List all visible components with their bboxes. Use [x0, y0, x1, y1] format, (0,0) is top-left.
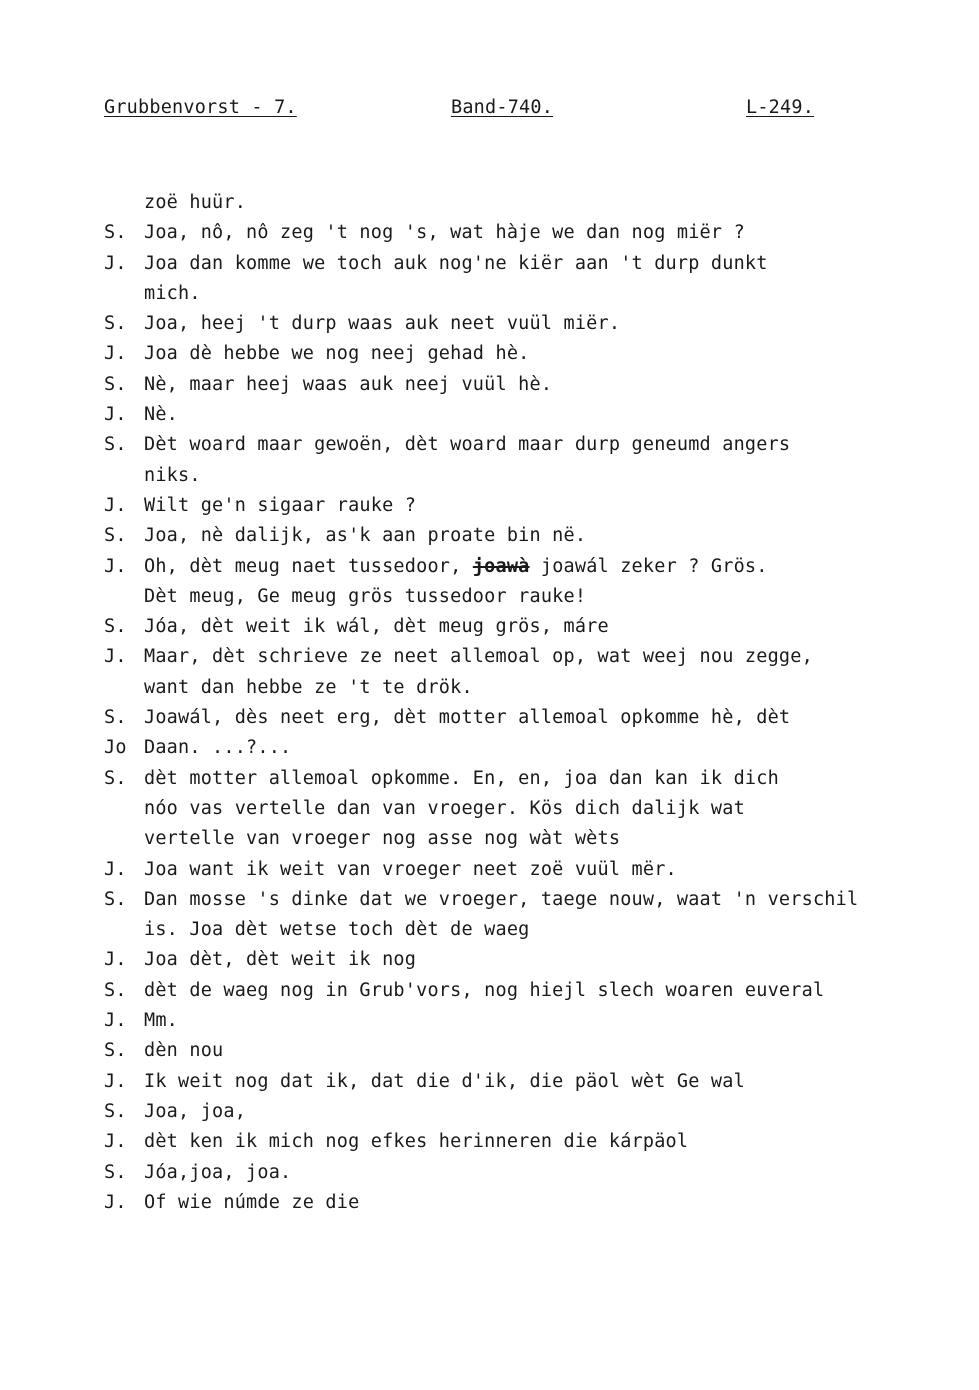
speaker-label: J.: [104, 555, 127, 577]
utterance-text: [144, 945, 416, 975]
utterance-text: [144, 764, 779, 794]
transcript-line: [104, 218, 964, 248]
speaker-label: Jo: [104, 737, 127, 759]
utterance-text-part: Mm.: [144, 1010, 179, 1032]
speaker-label: S.: [104, 222, 127, 244]
speaker-label: S.: [104, 888, 127, 910]
utterance-text: [144, 400, 178, 430]
transcript-line: [104, 461, 964, 491]
speaker-label: J.: [104, 949, 127, 971]
utterance-text: [144, 855, 677, 885]
header-tape: Band-740.: [451, 97, 554, 118]
utterance-text-part: Jóa, dèt weit ik wál, dèt meug grös, máre: [144, 616, 609, 638]
utterance-text-part: Of wie númde ze die: [144, 1191, 360, 1213]
speaker-label: S.: [104, 707, 127, 729]
utterance-text: [144, 552, 768, 582]
utterance-text-part: Dèt woard maar gewoën, dèt woard maar durp geneumd angers: [144, 434, 791, 456]
utterance-text: [144, 1188, 359, 1218]
speaker-label: S.: [104, 434, 127, 456]
speaker-label: J.: [104, 1070, 127, 1092]
speaker-label: S.: [104, 767, 127, 789]
transcript-line: [104, 521, 964, 551]
speaker-label: S.: [104, 525, 127, 547]
transcript-line: [104, 430, 964, 460]
utterance-text: [144, 824, 620, 854]
transcript-line: [104, 945, 964, 975]
transcript-line: [104, 885, 964, 915]
speaker-label: S.: [104, 313, 127, 335]
utterance-text: [144, 279, 201, 309]
utterance-text: [144, 521, 586, 551]
utterance-text-part: Maar, dèt schrieve ze neet allemoal op, wat weej nou zegge,: [144, 646, 813, 668]
utterance-text: [144, 1067, 745, 1097]
transcript-line: [104, 855, 964, 885]
speaker-label: J.: [104, 1191, 127, 1213]
utterance-text: [144, 612, 609, 642]
utterance-text-part: Jóa,joa, joa.: [144, 1161, 292, 1183]
speaker-label: S.: [104, 616, 127, 638]
utterance-text: [144, 339, 530, 369]
transcript-line: [104, 370, 964, 400]
utterance-text: [144, 885, 858, 915]
utterance-text: [144, 309, 620, 339]
utterance-text-part: niks.: [144, 464, 201, 486]
transcript-line: [104, 976, 964, 1006]
transcript-line: [104, 1097, 964, 1127]
utterance-text-part: Daan. ...?...: [144, 737, 292, 759]
speaker-label: S.: [104, 1100, 127, 1122]
utterance-text-part: Joa dèt, dèt weit ik nog: [144, 949, 417, 971]
utterance-text: [144, 370, 552, 400]
speaker-label: J.: [104, 343, 127, 365]
speaker-label: J.: [104, 1131, 127, 1153]
utterance-text: [144, 733, 291, 763]
utterance-text: [144, 976, 824, 1006]
utterance-text-part: Joa, heej 't durp waas auk neet vuül miër.: [144, 313, 621, 335]
utterance-text-part: Joa dan komme we toch auk nog'ne kiër aan 't durp dunkt: [144, 252, 768, 274]
utterance-text-part: Joa, joa,: [144, 1100, 247, 1122]
speaker-label: J.: [104, 1010, 127, 1032]
utterance-text: [144, 1097, 246, 1127]
utterance-text: [144, 491, 416, 521]
transcript-line: [104, 673, 964, 703]
utterance-text: [144, 188, 246, 218]
transcript-line: [104, 249, 964, 279]
transcript-line: [104, 1188, 964, 1218]
utterance-text-part: Dèt meug, Ge meug grös tussedoor rauke!: [144, 585, 587, 607]
utterance-text-part: vertelle van vroeger nog asse nog wàt wèts: [144, 828, 621, 850]
transcript: [104, 188, 964, 1218]
utterance-text-part: mich.: [144, 282, 201, 304]
utterance-text: [144, 794, 745, 824]
transcript-line: [104, 1158, 964, 1188]
utterance-text-part: Joa, nè dalijk, as'k aan proate bin në.: [144, 525, 587, 547]
transcript-line: [104, 491, 964, 521]
utterance-text-part: Joa dè hebbe we nog neej gehad hè.: [144, 343, 530, 365]
speaker-label: S.: [104, 979, 127, 1001]
speaker-label: J.: [104, 404, 127, 426]
transcript-line: [104, 1067, 964, 1097]
transcript-line: [104, 188, 964, 218]
speaker-label: J.: [104, 494, 127, 516]
utterance-text: [144, 461, 201, 491]
speaker-label: J.: [104, 252, 127, 274]
utterance-text: [144, 1006, 178, 1036]
utterance-text-part: Joa want ik weit van vroeger neet zoë vuül mër.: [144, 858, 677, 880]
utterance-text: [144, 673, 473, 703]
transcript-line: [104, 824, 964, 854]
utterance-text-part: nóo vas vertelle dan van vroeger. Kös dich dalijk wat: [144, 797, 745, 819]
utterance-text-part: joawál zeker ? Grös.: [529, 555, 768, 577]
transcript-line: [104, 1036, 964, 1066]
struck-out-word: joawà: [472, 555, 530, 577]
utterance-text-part: dèt motter allemoal opkomme. En, en, joa dan kan ik dich: [144, 767, 779, 789]
utterance-text-part: dèn nou: [144, 1040, 224, 1062]
transcript-line: [104, 400, 964, 430]
utterance-text-part: dèt de waeg nog in Grub'vors, nog hiejl slech woaren euveral: [144, 979, 825, 1001]
utterance-text: [144, 1158, 291, 1188]
utterance-text-part: Nè.: [144, 404, 179, 426]
utterance-text-part: want dan hebbe ze 't te drök.: [144, 676, 473, 698]
header-reference: L-249.: [746, 97, 815, 118]
transcript-line: [104, 1006, 964, 1036]
utterance-text: [144, 218, 745, 248]
utterance-text-part: is. Joa dèt wetse toch dèt de waeg: [144, 919, 530, 941]
transcript-line: [104, 552, 964, 582]
transcript-line: [104, 703, 964, 733]
utterance-text-part: Joawál, dès neet erg, dèt motter allemoal opkomme hè, dèt: [144, 707, 791, 729]
speaker-label: J.: [104, 646, 127, 668]
utterance-text-part: Joa, nô, nô zeg 't nog 's, wat hàje we dan nog miër ?: [144, 222, 745, 244]
utterance-text-part: Nè, maar heej waas auk neej vuül hè.: [144, 373, 553, 395]
header-location: Grubbenvorst - 7.: [104, 97, 297, 118]
utterance-text: [144, 703, 790, 733]
transcript-line: [104, 764, 964, 794]
speaker-label: S.: [104, 1161, 127, 1183]
utterance-text-part: dèt ken ik mich nog efkes herinneren die kárpäol: [144, 1131, 689, 1153]
utterance-text-part: Ik weit nog dat ik, dat die d'ik, die päol wèt Ge wal: [144, 1070, 745, 1092]
utterance-text: [144, 249, 768, 279]
transcript-line: [104, 612, 964, 642]
transcript-line: [104, 309, 964, 339]
utterance-text: [144, 430, 790, 460]
transcript-line: [104, 642, 964, 672]
utterance-text: [144, 915, 530, 945]
transcript-line: [104, 794, 964, 824]
speaker-label: J.: [104, 858, 127, 880]
speaker-label: S.: [104, 1040, 127, 1062]
speaker-label: S.: [104, 373, 127, 395]
utterance-text: [144, 582, 586, 612]
transcript-line: [104, 279, 964, 309]
utterance-text-part: Oh, dèt meug naet tussedoor,: [144, 555, 462, 577]
utterance-text-part: Wilt ge'n sigaar rauke ?: [144, 494, 417, 516]
utterance-text-part: Dan mosse 's dinke dat we vroeger, taege nouw, waat 'n verschil: [144, 888, 859, 910]
utterance-text: [144, 1036, 223, 1066]
transcript-line: [104, 582, 964, 612]
transcript-line: [104, 339, 964, 369]
transcript-line: [104, 915, 964, 945]
transcript-line: [104, 1127, 964, 1157]
transcript-line: [104, 733, 964, 763]
utterance-text-part: zoë huür.: [144, 192, 247, 213]
utterance-text: [144, 1127, 688, 1157]
utterance-text: [144, 642, 813, 672]
